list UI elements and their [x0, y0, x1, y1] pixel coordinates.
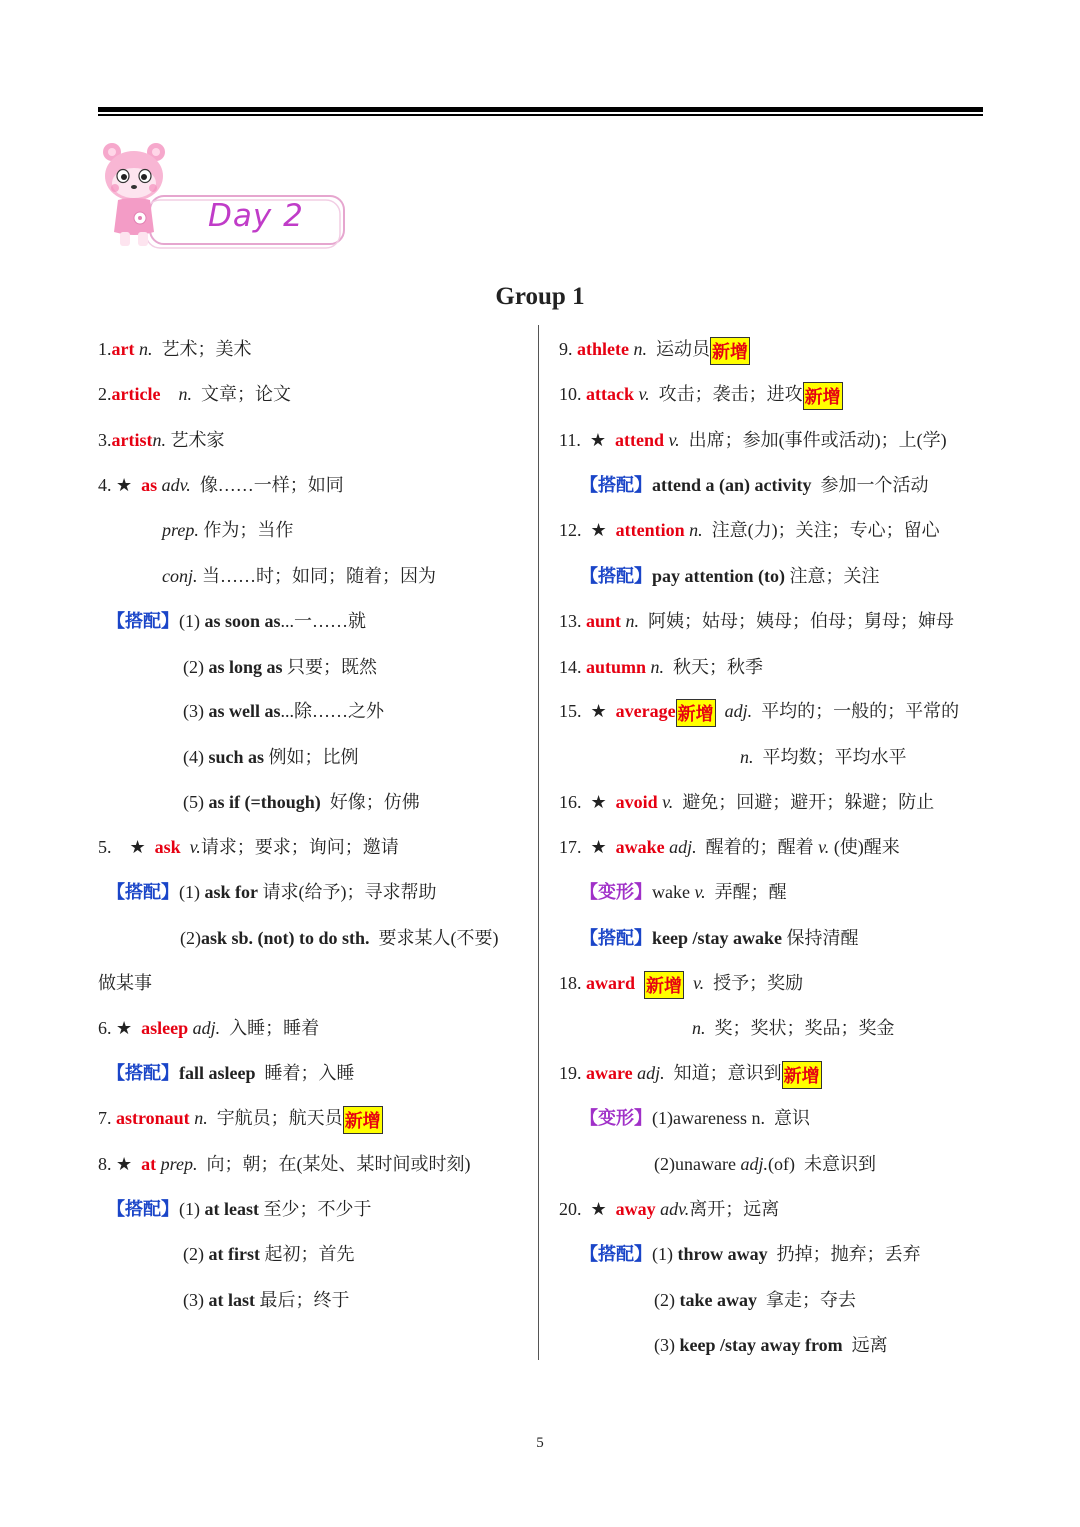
header-rule-thin	[98, 114, 983, 116]
collocation-away-2: (2) take away 拿走；夺去	[654, 1290, 856, 1310]
new-word-badge: 新增	[676, 699, 716, 727]
collocation-as-1: 【搭配】(1) as soon as...一……就	[107, 611, 367, 631]
collocation-at-1: 【搭配】(1) at least 至少；不少于	[107, 1199, 372, 1219]
new-word-badge: 新增	[343, 1106, 383, 1134]
collocation-asleep: 【搭配】fall asleep 睡着；入睡	[107, 1063, 355, 1083]
group-title: Group 1	[495, 283, 585, 310]
collocation-tag: 【搭配】	[107, 1199, 179, 1219]
star-icon: ★	[590, 1199, 607, 1219]
collocation-tag: 【搭配】	[580, 928, 652, 948]
collocation-as-4: (4) such as 例如；比例	[183, 747, 359, 767]
entry-as-conj: conj. 当……时；如同；随着；因为	[162, 566, 436, 586]
header-rule-thick	[98, 107, 983, 112]
entry-art: 1.art n. 艺术；美术	[98, 339, 252, 359]
entry-article: 2.article n. 文章；论文	[98, 384, 291, 404]
new-word-badge: 新增	[710, 337, 750, 365]
entry-aware: 19. aware adj. 知道；意识到 新增	[559, 1061, 822, 1089]
entry-average: 15. ★ average 新增 adj. 平均的；一般的；平常的	[559, 699, 959, 727]
star-icon: ★	[116, 1018, 133, 1038]
day-banner	[100, 138, 350, 256]
entry-attack: 10. attack v. 攻击；袭击；进攻 新增	[559, 382, 843, 410]
entry-ask: 5. ★ ask v.请求；要求；询问；邀请	[98, 837, 399, 857]
entry-attention: 12. ★ attention n. 注意(力)；关注；专心；留心	[559, 520, 940, 540]
variant-aware-2: (2)unaware adj.(of) 未意识到	[654, 1154, 876, 1174]
collocation-at-2: (2) at first 起初；首先	[183, 1244, 355, 1264]
variant-awake: 【变形】wake v. 弄醒；醒	[580, 882, 787, 902]
collocation-away-3: (3) keep /stay away from 远离	[654, 1335, 888, 1355]
page-number: 5	[536, 1435, 544, 1451]
variant-aware-1: 【变形】(1)awareness n. 意识	[580, 1108, 810, 1128]
collocation-tag: 【搭配】	[580, 475, 652, 495]
collocation-at-3: (3) at last 最后；终于	[183, 1290, 350, 1310]
entry-asleep: 6. ★ asleep adj. 入睡；睡着	[98, 1018, 320, 1038]
entry-avoid: 16. ★ avoid v. 避免；回避；避开；躲避；防止	[559, 792, 935, 812]
collocation-tag: 【搭配】	[580, 1244, 652, 1264]
star-icon: ★	[590, 792, 607, 812]
collocation-ask-2: (2)ask sb. (not) to do sth. 要求某人(不要)	[180, 928, 499, 948]
entry-athlete: 9. athlete n. 运动员 新增	[559, 337, 750, 365]
collocation-tag: 【搭配】	[107, 1063, 179, 1083]
entry-away: 20. ★ away adv.离开；远离	[559, 1199, 780, 1219]
entry-autumn: 14. autumn n. 秋天；秋季	[559, 657, 764, 677]
collocation-tag: 【搭配】	[580, 566, 652, 586]
entry-award: 18. award 新增 v. 授予；奖励	[559, 971, 803, 999]
variant-tag: 【变形】	[580, 1108, 652, 1128]
collocation-away-1: 【搭配】(1) throw away 扔掉；抛弃；丢弃	[580, 1244, 921, 1264]
entry-artist: 3.artistn. 艺术家	[98, 430, 225, 450]
star-icon: ★	[590, 701, 607, 722]
collocation-awake: 【搭配】keep /stay awake 保持清醒	[580, 928, 859, 948]
collocation-attend: 【搭配】attend a (an) activity 参加一个活动	[580, 475, 929, 495]
entry-average-noun: n. 平均数；平均水平	[740, 747, 907, 767]
collocation-tag: 【搭配】	[107, 882, 179, 902]
collocation-ask-2-continued: 做某事	[98, 973, 152, 993]
entry-aunt: 13. aunt n. 阿姨；姑母；姨母；伯母；舅母；婶母	[559, 611, 955, 631]
collocation-as-3: (3) as well as...除……之外	[183, 701, 384, 721]
entry-as-prep: prep. 作为；当作	[162, 520, 294, 540]
star-icon: ★	[116, 475, 133, 495]
star-icon: ★	[116, 1154, 133, 1174]
new-word-badge: 新增	[782, 1061, 822, 1089]
entry-astronaut: 7. astronaut n. 宇航员；航天员 新增	[98, 1106, 383, 1134]
collocation-as-2: (2) as long as 只要；既然	[183, 657, 378, 677]
collocation-tag: 【搭配】	[107, 611, 179, 631]
entry-awake: 17. ★ awake adj. 醒着的；醒着 v. (使)醒来	[559, 837, 900, 857]
new-word-badge: 新增	[803, 382, 843, 410]
entry-at: 8. ★ at prep. 向；朝；在(某处、某时间或时刻)	[98, 1154, 471, 1174]
collocation-ask-1: 【搭配】(1) ask for 请求(给予)；寻求帮助	[107, 882, 437, 902]
day-title: Day 2	[208, 198, 304, 234]
star-icon: ★	[590, 520, 607, 540]
entry-award-noun: n. 奖；奖状；奖品；奖金	[692, 1018, 895, 1038]
collocation-attention: 【搭配】pay attention (to) 注意；关注	[580, 566, 880, 586]
entry-attend: 11. ★ attend v. 出席；参加(事件或活动)；上(学)	[559, 430, 947, 450]
star-icon: ★	[589, 430, 606, 450]
star-icon: ★	[590, 837, 607, 857]
new-word-badge: 新增	[644, 971, 684, 999]
collocation-as-5: (5) as if (=though) 好像；仿佛	[183, 792, 420, 812]
variant-tag: 【变形】	[580, 882, 652, 902]
column-divider	[538, 325, 539, 1360]
star-icon: ★	[129, 837, 146, 857]
entry-as: 4. ★ as adv. 像……一样；如同	[98, 475, 344, 495]
